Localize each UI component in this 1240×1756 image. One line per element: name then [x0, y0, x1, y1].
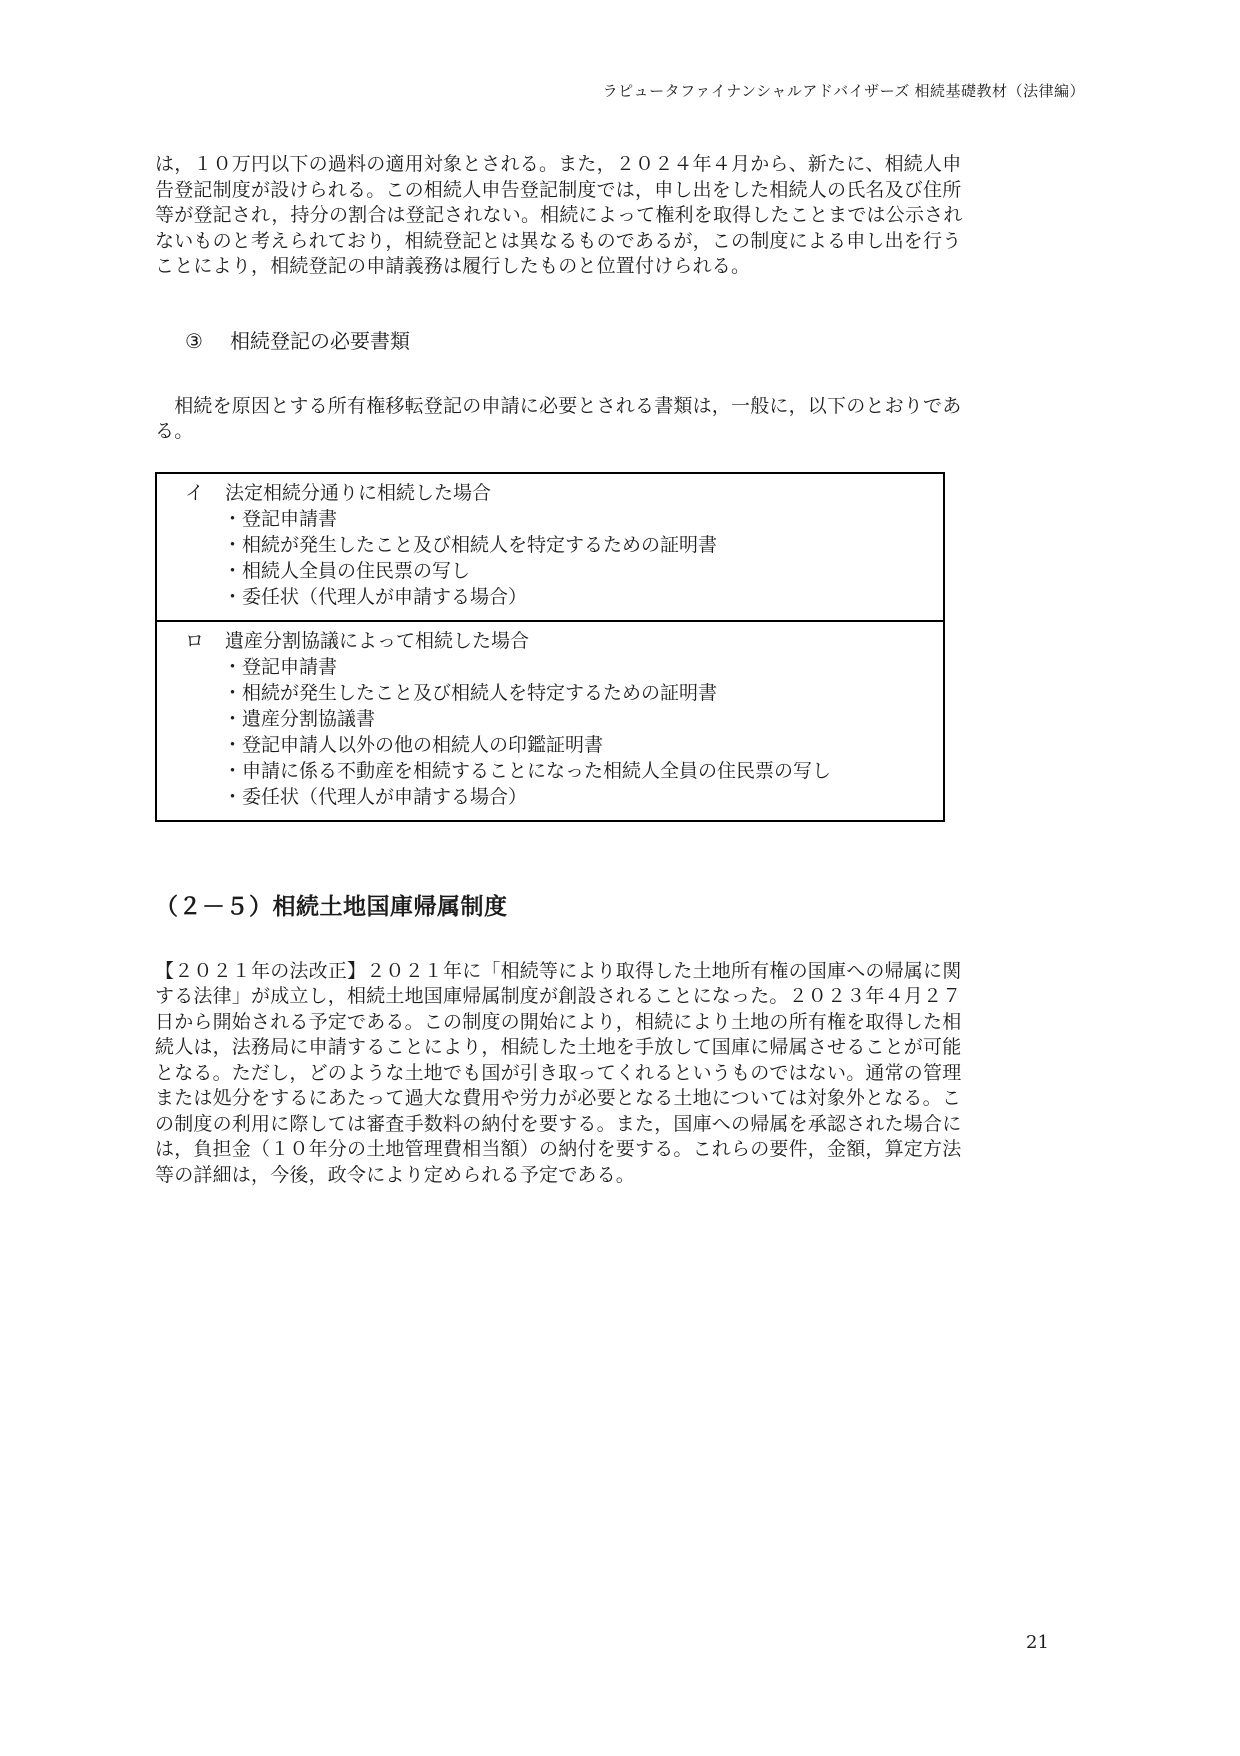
page-number: 21 — [1026, 1632, 1049, 1653]
section-number: ③ — [185, 330, 203, 353]
paragraph-line: る。 — [155, 421, 194, 442]
section-title: 相続登記の必要書類 — [230, 330, 410, 353]
cell-marker: イ — [185, 482, 205, 504]
bullet-item: ・委任状（代理人が申請する場合） — [223, 786, 528, 808]
paragraph-line: 【２０２１年の法改正】２０２１年に「相続等により取得した土地所有権の国庫への帰属に関 — [155, 960, 962, 982]
bullet-item: ・相続が発生したこと及び相続人を特定するための証明書 — [223, 534, 718, 556]
paragraph-line: の制度の利用に際しては審査手数料の納付を要する。また，国庫への帰属を承認された場合に — [155, 1113, 962, 1135]
required-documents-box — [155, 472, 945, 822]
box-cell-i — [157, 474, 943, 620]
cell-marker: ロ — [185, 630, 205, 652]
bullet-item: ・登記申請書 — [223, 508, 338, 530]
bullet-item: ・委任状（代理人が申請する場合） — [223, 586, 528, 608]
paragraph-line: または処分をするにあたって過大な費用や労力が必要となる土地については対象外となる。こ — [155, 1088, 962, 1109]
paragraph-line: となる。ただし，どのような土地でも国が引き取ってくれるというものではない。通常の管理 — [155, 1062, 962, 1084]
bullet-item: ・登記申請人以外の他の相続人の印鑑証明書 — [223, 734, 604, 756]
bullet-item: ・登記申請書 — [223, 656, 338, 678]
bullet-item: ・相続が発生したこと及び相続人を特定するための証明書 — [223, 682, 718, 704]
paragraph-line: ことにより，相続登記の申請義務は履行したものと位置付けられる。 — [155, 256, 751, 277]
cell-title-text: 遺産分割協議によって相続した場合 — [225, 630, 530, 652]
paragraph-line: 相続を原因とする所有権移転登記の申請に必要とされる書類は，一般に，以下のとおりであ — [155, 395, 962, 417]
paragraph-line: する法律」が成立し，相続土地国庫帰属制度が創設されることになった。２０２３年４月２７ — [155, 986, 962, 1007]
paragraph-line: は，１０万円以下の過料の適用対象とされる。また，２０２４年４月から、新たに、相続人申 — [155, 154, 962, 175]
document-header: ラピュータファイナンシャルアドバイザーズ 相続基礎教材（法律編） — [602, 83, 1085, 100]
bullet-item: ・申請に係る不動産を相続することになった相続人全員の住民票の写し — [223, 760, 832, 782]
paragraph-line: は，負担金（１０年分の土地管理費相当額）の納付を要する。これらの要件，金額，算定方法 — [155, 1139, 962, 1160]
bullet-item: ・遺産分割協議書 — [223, 708, 376, 730]
cell-title — [185, 629, 933, 655]
section-heading-3 — [155, 325, 967, 354]
page-content — [155, 152, 967, 1188]
intro-paragraph — [155, 152, 967, 280]
docs-paragraph — [155, 394, 967, 445]
kikou-paragraph — [155, 959, 967, 1189]
paragraph-line: 告登記制度が設けられる。この相続人申告登記制度では，申し出をした相続人の氏名及び住所 — [155, 179, 962, 201]
section-heading-2-5: （２－５）相続土地国庫帰属制度 — [155, 892, 508, 919]
box-cell-ro — [157, 620, 943, 820]
paragraph-line: 等が登記され，持分の割合は登記されない。相続によって権利を取得したことまでは公示され — [155, 205, 963, 226]
paragraph-line: 日から開始される予定である。この制度の開始により，相続により土地の所有権を取得した相 — [155, 1011, 962, 1033]
paragraph-line: 続人は，法務局に申請することにより，相続した土地を手放して国庫に帰属させることが可能 — [155, 1037, 962, 1058]
paragraph-line: 等の詳細は，今後，政令により定められる予定である。 — [155, 1164, 636, 1186]
bullet-item: ・相続人全員の住民票の写し — [223, 560, 471, 582]
cell-title — [185, 481, 933, 507]
paragraph-line: ないものと考えられており，相続登記とは異なるものであるが，この制度による申し出を行う — [155, 230, 962, 252]
cell-title-text: 法定相続分通りに相続した場合 — [225, 482, 492, 504]
